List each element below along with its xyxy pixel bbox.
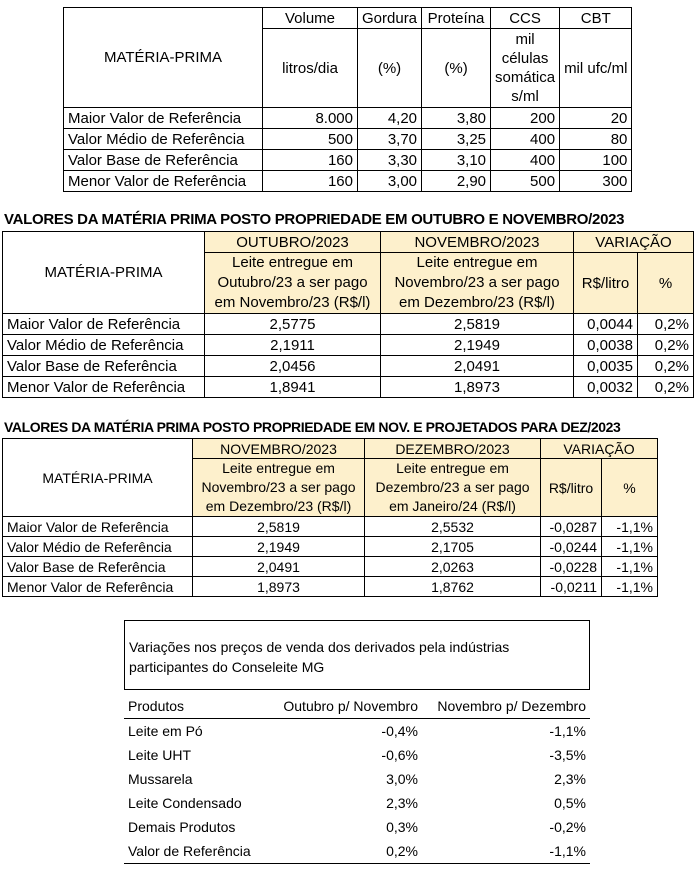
month-header: OUTUBRO/2023 xyxy=(205,232,381,253)
value-cell: -1,1% xyxy=(422,839,590,864)
value-cell: 2,5819 xyxy=(381,314,574,335)
note-text: Variações nos preços de venda dos derivados pela indústrias participantes do Conseleite MG xyxy=(129,639,510,675)
unit-cell: mil células somática s/ml xyxy=(491,29,560,108)
row-label: Menor Valor de Referência xyxy=(3,577,193,597)
unit-cell: (%) xyxy=(422,29,491,108)
variation-header: VARIAÇÃO xyxy=(574,232,694,253)
table-row xyxy=(3,356,694,377)
row-label: Maior Valor de Referência xyxy=(3,517,193,537)
value-cell: 2,3% xyxy=(554,771,586,787)
value-cell: 80 xyxy=(560,129,632,150)
product-name: Valor de Referência xyxy=(124,839,272,864)
table-row xyxy=(64,108,632,129)
unit-cell: % xyxy=(638,253,694,314)
value-cell: 0,0038 xyxy=(574,335,638,356)
month-description: Leite entregue em Dezembro/23 a ser pago em Janeiro/24 (R$/l) xyxy=(365,459,541,517)
value-cell: 2,5532 xyxy=(365,517,541,537)
table-row xyxy=(124,743,590,767)
table-row xyxy=(124,791,590,815)
table-row xyxy=(3,335,694,356)
section-title: VALORES DA MATÉRIA PRIMA POSTO PROPRIEDADE EM NOV. E PROJETADOS PARA DEZ/2023 xyxy=(4,419,621,435)
value-cell: -1,1% xyxy=(602,517,658,537)
month-description: Leite entregue em Outubro/23 a ser pago em Novembro/23 (R$/l) xyxy=(205,253,381,314)
value-cell: 2,3% xyxy=(386,795,418,811)
row-label: Valor Médio de Referência xyxy=(64,129,263,150)
value-cell: 300 xyxy=(560,171,632,192)
product-name: Leite UHT xyxy=(128,747,192,763)
value-cell: 3,80 xyxy=(422,108,491,129)
product-name: Leite em Pó xyxy=(128,723,203,739)
table-header-row xyxy=(3,439,658,459)
value-cell: 0,2% xyxy=(638,335,694,356)
value-cell: 0,2% xyxy=(638,356,694,377)
row-label: Maior Valor de Referência xyxy=(3,314,205,335)
column-header: Outubro p/ Novembro xyxy=(272,694,422,719)
unit-cell: mil ufc/ml xyxy=(560,29,632,108)
product-name: Mussarela xyxy=(128,771,193,787)
value-cell: -0,0287 xyxy=(541,517,602,537)
table-row xyxy=(64,150,632,171)
month-description: Leite entregue em Novembro/23 a ser pago em Dezembro/23 (R$/l) xyxy=(193,459,365,517)
column-header: Produtos xyxy=(124,694,272,719)
table-row xyxy=(3,377,694,398)
value-cell: -3,5% xyxy=(549,747,586,763)
value-cell: 2,0491 xyxy=(193,557,365,577)
value-cell: 0,2% xyxy=(272,839,422,864)
month-header: DEZEMBRO/2023 xyxy=(365,439,541,459)
month-description: Leite entregue em Novembro/23 a ser pago em Dezembro/23 (R$/l) xyxy=(381,253,574,314)
row-label: Menor Valor de Referência xyxy=(64,171,263,192)
value-cell: 0,5% xyxy=(554,795,586,811)
value-cell: 3,30 xyxy=(358,150,422,171)
table-row xyxy=(124,719,590,744)
value-cell: 0,0032 xyxy=(574,377,638,398)
value-cell: 0,0044 xyxy=(574,314,638,335)
row-label: Valor Médio de Referência xyxy=(3,537,193,557)
value-cell: -0,2% xyxy=(549,819,586,835)
value-cell: 8.000 xyxy=(263,108,358,129)
value-cell: 2,1705 xyxy=(365,537,541,557)
value-cell: 3,10 xyxy=(422,150,491,171)
value-cell: 4,20 xyxy=(358,108,422,129)
value-cell: 200 xyxy=(491,108,560,129)
row-label: Valor Base de Referência xyxy=(3,356,205,377)
unit-cell: R$/litro xyxy=(574,253,638,314)
month-header: NOVEMBRO/2023 xyxy=(193,439,365,459)
value-cell: -1,1% xyxy=(602,537,658,557)
value-cell: 2,5775 xyxy=(205,314,381,335)
value-cell: 2,0263 xyxy=(365,557,541,577)
unit-cell: (%) xyxy=(358,29,422,108)
value-cell: 3,25 xyxy=(422,129,491,150)
column-header: Gordura xyxy=(358,8,422,29)
value-cell: 3,0% xyxy=(386,771,418,787)
value-cell: 2,0456 xyxy=(205,356,381,377)
value-cell: -1,1% xyxy=(549,723,586,739)
value-cell: -1,1% xyxy=(602,577,658,597)
value-cell: 2,90 xyxy=(422,171,491,192)
value-cell: -0,0244 xyxy=(541,537,602,557)
row-label: Valor Base de Referência xyxy=(3,557,193,577)
column-header: CCS xyxy=(491,8,560,29)
row-label: Maior Valor de Referência xyxy=(64,108,263,129)
row-label: Menor Valor de Referência xyxy=(3,377,205,398)
value-cell: 160 xyxy=(263,150,358,171)
value-cell: -0,4% xyxy=(381,723,418,739)
reference-parameters-table xyxy=(63,7,632,192)
row-label: Valor Médio de Referência xyxy=(3,335,205,356)
unit-cell: % xyxy=(602,459,658,517)
value-cell: -0,0211 xyxy=(541,577,602,597)
table-row xyxy=(3,517,658,537)
oct-nov-values-table xyxy=(2,231,694,398)
row-header: MATÉRIA-PRIMA xyxy=(3,232,205,314)
value-cell: 400 xyxy=(491,129,560,150)
nov-dec-values-table xyxy=(2,438,658,597)
column-header: CBT xyxy=(560,8,632,29)
value-cell: 2,1911 xyxy=(205,335,381,356)
table-row xyxy=(64,129,632,150)
value-cell: 1,8973 xyxy=(381,377,574,398)
unit-cell: R$/litro xyxy=(541,459,602,517)
value-cell: 0,0035 xyxy=(574,356,638,377)
table-row xyxy=(3,557,658,577)
derivatives-note-box xyxy=(124,620,590,690)
column-header: Proteína xyxy=(422,8,491,29)
table-row xyxy=(3,314,694,335)
column-header: Volume xyxy=(263,8,358,29)
value-cell: 500 xyxy=(263,129,358,150)
table-row xyxy=(3,537,658,557)
value-cell: 160 xyxy=(263,171,358,192)
value-cell: 1,8973 xyxy=(193,577,365,597)
value-cell: -1,1% xyxy=(602,557,658,577)
value-cell: 20 xyxy=(560,108,632,129)
value-cell: 1,8941 xyxy=(205,377,381,398)
value-cell: -0,0228 xyxy=(541,557,602,577)
row-header: MATÉRIA-PRIMA xyxy=(64,8,263,108)
table-row xyxy=(124,767,590,791)
variation-header: VARIAÇÃO xyxy=(541,439,658,459)
value-cell: 2,5819 xyxy=(193,517,365,537)
unit-cell: litros/dia xyxy=(263,29,358,108)
product-name: Demais Produtos xyxy=(128,819,236,835)
table-row xyxy=(64,171,632,192)
value-cell: 2,0491 xyxy=(381,356,574,377)
product-name: Leite Condensado xyxy=(128,795,242,811)
table-header-row xyxy=(64,8,632,29)
value-cell: 1,8762 xyxy=(365,577,541,597)
table-header-row xyxy=(124,694,590,719)
table-header-row xyxy=(3,232,694,253)
value-cell: 3,00 xyxy=(358,171,422,192)
value-cell: 0,3% xyxy=(386,819,418,835)
derivatives-price-table xyxy=(124,694,590,864)
section-title: VALORES DA MATÉRIA PRIMA POSTO PROPRIEDADE EM OUTUBRO E NOVEMBRO/2023 xyxy=(4,211,625,228)
row-header: MATÉRIA-PRIMA xyxy=(3,439,193,517)
value-cell: 0,2% xyxy=(638,314,694,335)
value-cell: 400 xyxy=(491,150,560,171)
table-row xyxy=(124,815,590,839)
value-cell: -0,6% xyxy=(381,747,418,763)
table-row xyxy=(124,839,590,864)
value-cell: 2,1949 xyxy=(381,335,574,356)
column-header: Novembro p/ Dezembro xyxy=(422,694,590,719)
table-row xyxy=(3,577,658,597)
row-label: Valor Base de Referência xyxy=(64,150,263,171)
value-cell: 100 xyxy=(560,150,632,171)
value-cell: 3,70 xyxy=(358,129,422,150)
value-cell: 0,2% xyxy=(638,377,694,398)
month-header: NOVEMBRO/2023 xyxy=(381,232,574,253)
value-cell: 500 xyxy=(491,171,560,192)
value-cell: 2,1949 xyxy=(193,537,365,557)
